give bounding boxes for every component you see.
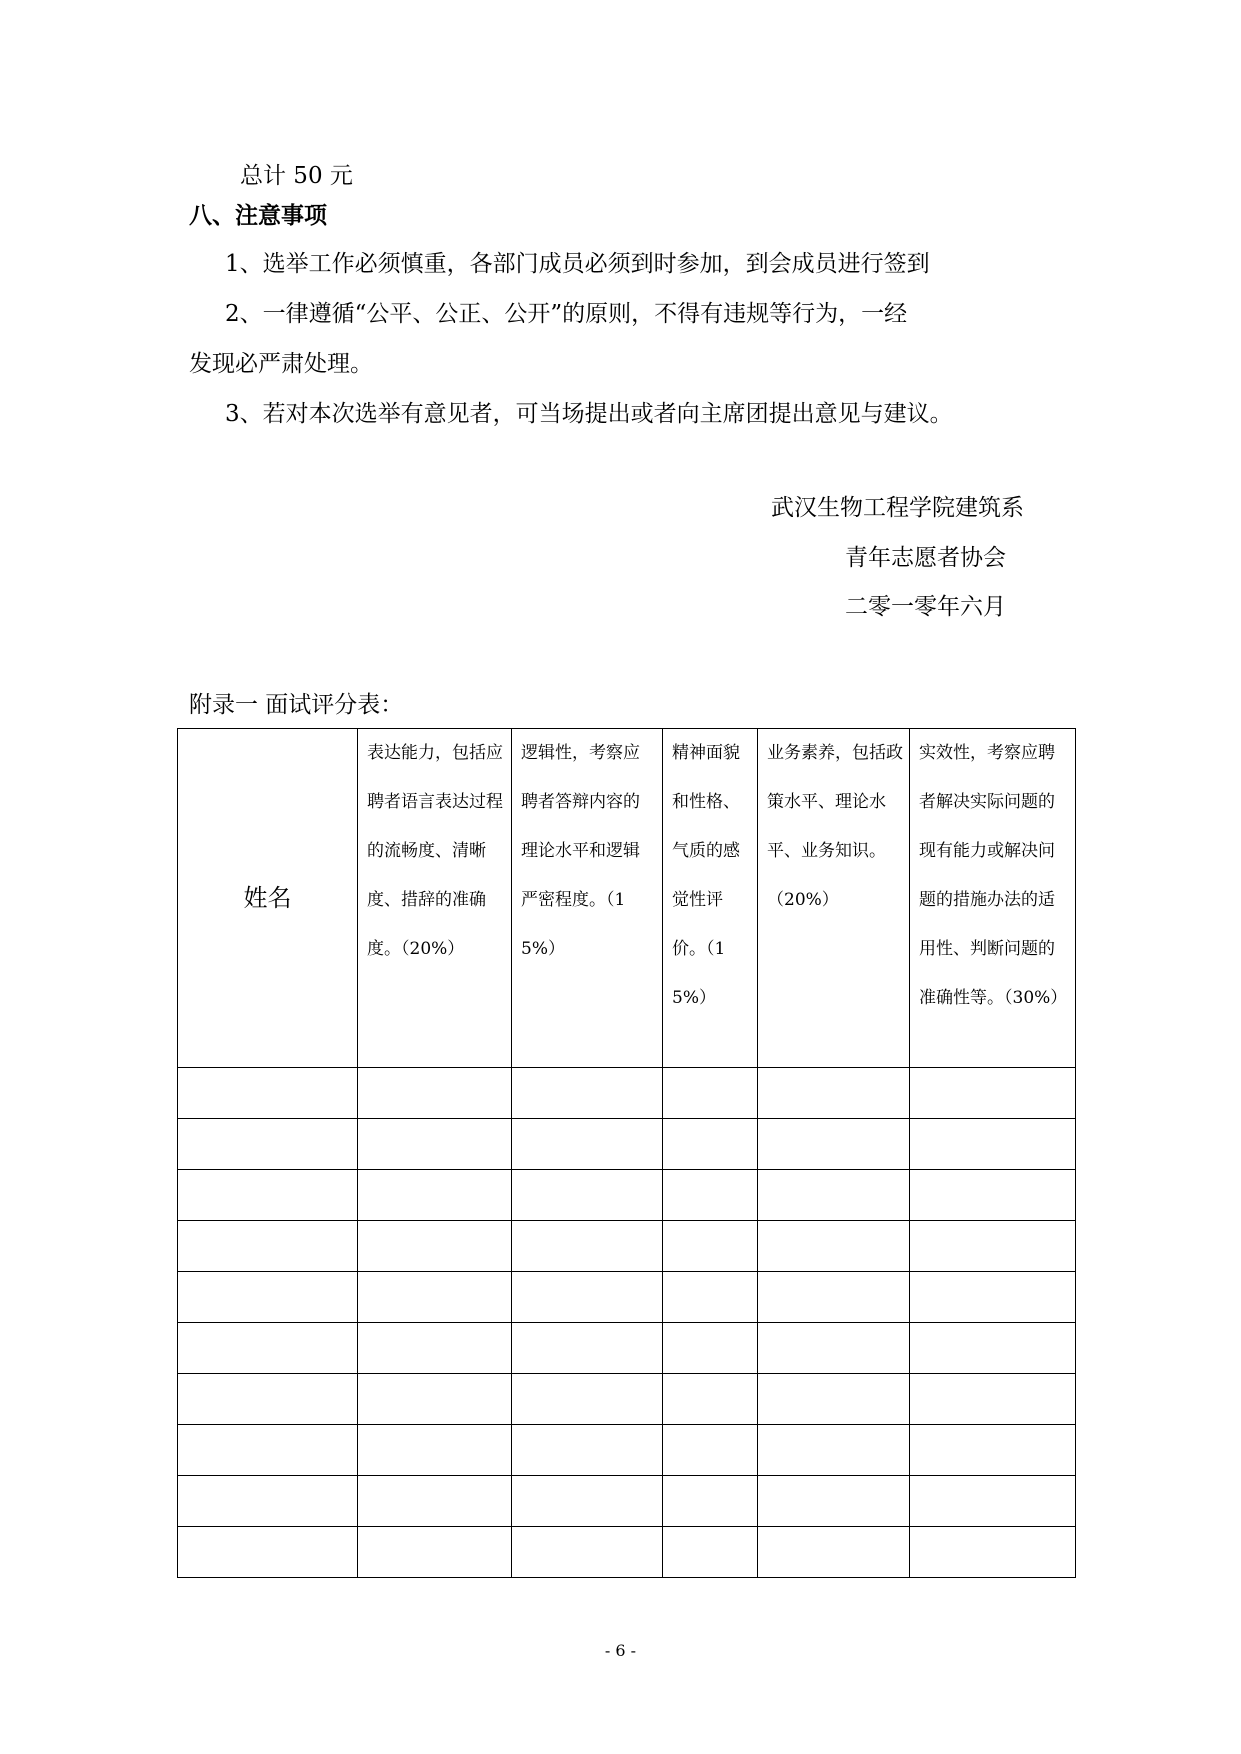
table-cell bbox=[512, 1068, 663, 1119]
header-expression-ability: 表达能力，包括应聘者语言表达过程的流畅度、清晰度、措辞的准确度。（20%） bbox=[358, 729, 512, 1068]
table-cell bbox=[758, 1170, 910, 1221]
table-cell bbox=[758, 1374, 910, 1425]
signature-date: 二零一零年六月 bbox=[845, 594, 1006, 620]
table-cell bbox=[178, 1476, 358, 1527]
table-cell bbox=[358, 1374, 512, 1425]
table-cell bbox=[512, 1221, 663, 1272]
table-row bbox=[178, 1221, 1076, 1272]
table-cell bbox=[358, 1425, 512, 1476]
table-cell bbox=[358, 1068, 512, 1119]
table-cell bbox=[512, 1119, 663, 1170]
note-item-3: 3、若对本次选举有意见者，可当场提出或者向主席团提出意见与建议。 bbox=[225, 401, 953, 427]
table-cell bbox=[910, 1374, 1076, 1425]
table-header-row bbox=[178, 729, 1076, 1068]
table-cell bbox=[178, 1068, 358, 1119]
table-cell bbox=[910, 1323, 1076, 1374]
table-cell bbox=[178, 1527, 358, 1578]
table-cell bbox=[910, 1527, 1076, 1578]
table-cell bbox=[663, 1527, 758, 1578]
table-cell bbox=[358, 1527, 512, 1578]
table-cell bbox=[512, 1374, 663, 1425]
note-item-2-continuation: 发现必严肃处理。 bbox=[189, 351, 373, 377]
table-cell bbox=[758, 1221, 910, 1272]
table-cell bbox=[178, 1119, 358, 1170]
table-cell bbox=[663, 1170, 758, 1221]
table-cell bbox=[178, 1221, 358, 1272]
table-cell bbox=[178, 1323, 358, 1374]
header-name: 姓名 bbox=[178, 729, 358, 1068]
appendix-title: 附录一 面试评分表： bbox=[189, 692, 404, 718]
signature-organization: 武汉生物工程学院建筑系 bbox=[771, 495, 1024, 521]
section-heading: 八、注意事项 bbox=[189, 203, 327, 229]
table-cell bbox=[512, 1272, 663, 1323]
header-logic: 逻辑性，考察应聘者答辩内容的理论水平和逻辑严密程度。（15%） bbox=[512, 729, 663, 1068]
table-cell bbox=[178, 1272, 358, 1323]
table-cell bbox=[358, 1323, 512, 1374]
header-demeanor: 精神面貌和性格、气质的感觉性评价。（15%） bbox=[663, 729, 758, 1068]
table-cell bbox=[663, 1119, 758, 1170]
table-row bbox=[178, 1068, 1076, 1119]
table-row bbox=[178, 1425, 1076, 1476]
table-cell bbox=[663, 1476, 758, 1527]
table-cell bbox=[663, 1323, 758, 1374]
table-cell bbox=[512, 1425, 663, 1476]
table-cell bbox=[910, 1068, 1076, 1119]
table-row bbox=[178, 1527, 1076, 1578]
page-number: - 6 - bbox=[604, 1641, 637, 1660]
header-effectiveness: 实效性，考察应聘者解决实际问题的现有能力或解决问题的措施办法的适用性、判断问题的准确性等。（30%） bbox=[910, 729, 1076, 1068]
table-row bbox=[178, 1374, 1076, 1425]
table-cell bbox=[758, 1476, 910, 1527]
table-cell bbox=[910, 1119, 1076, 1170]
table-cell bbox=[178, 1374, 358, 1425]
header-professional-quality: 业务素养，包括政策水平、理论水平、业务知识。（20%） bbox=[758, 729, 910, 1068]
note-item-2: 2、一律遵循“公平、公正、公开”的原则，不得有违规等行为，一经 bbox=[225, 301, 908, 327]
table-cell bbox=[358, 1170, 512, 1221]
table-cell bbox=[358, 1221, 512, 1272]
table-cell bbox=[358, 1476, 512, 1527]
table-cell bbox=[663, 1068, 758, 1119]
table-cell bbox=[663, 1374, 758, 1425]
table-cell bbox=[358, 1272, 512, 1323]
table-cell bbox=[178, 1425, 358, 1476]
table-cell bbox=[663, 1272, 758, 1323]
table-cell bbox=[758, 1527, 910, 1578]
table-cell bbox=[910, 1272, 1076, 1323]
table-cell bbox=[358, 1119, 512, 1170]
table-cell bbox=[663, 1221, 758, 1272]
table-cell bbox=[910, 1476, 1076, 1527]
table-row bbox=[178, 1323, 1076, 1374]
table-cell bbox=[910, 1425, 1076, 1476]
table-cell bbox=[512, 1476, 663, 1527]
table-cell bbox=[758, 1323, 910, 1374]
table-row bbox=[178, 1272, 1076, 1323]
interview-score-table bbox=[177, 728, 1076, 1578]
note-item-1: 1、选举工作必须慎重，各部门成员必须到时参加，到会成员进行签到 bbox=[225, 251, 930, 277]
table-cell bbox=[663, 1425, 758, 1476]
table-cell bbox=[758, 1272, 910, 1323]
table-cell bbox=[178, 1170, 358, 1221]
table-cell bbox=[512, 1527, 663, 1578]
table-cell bbox=[512, 1170, 663, 1221]
table-row bbox=[178, 1170, 1076, 1221]
table-cell bbox=[910, 1170, 1076, 1221]
table-row bbox=[178, 1476, 1076, 1527]
table-cell bbox=[758, 1425, 910, 1476]
table-cell bbox=[758, 1068, 910, 1119]
table-cell bbox=[758, 1119, 910, 1170]
signature-association: 青年志愿者协会 bbox=[845, 545, 1006, 571]
table-cell bbox=[512, 1323, 663, 1374]
table-cell bbox=[910, 1221, 1076, 1272]
total-amount-line: 总计 50 元 bbox=[240, 163, 353, 189]
table-row bbox=[178, 1119, 1076, 1170]
